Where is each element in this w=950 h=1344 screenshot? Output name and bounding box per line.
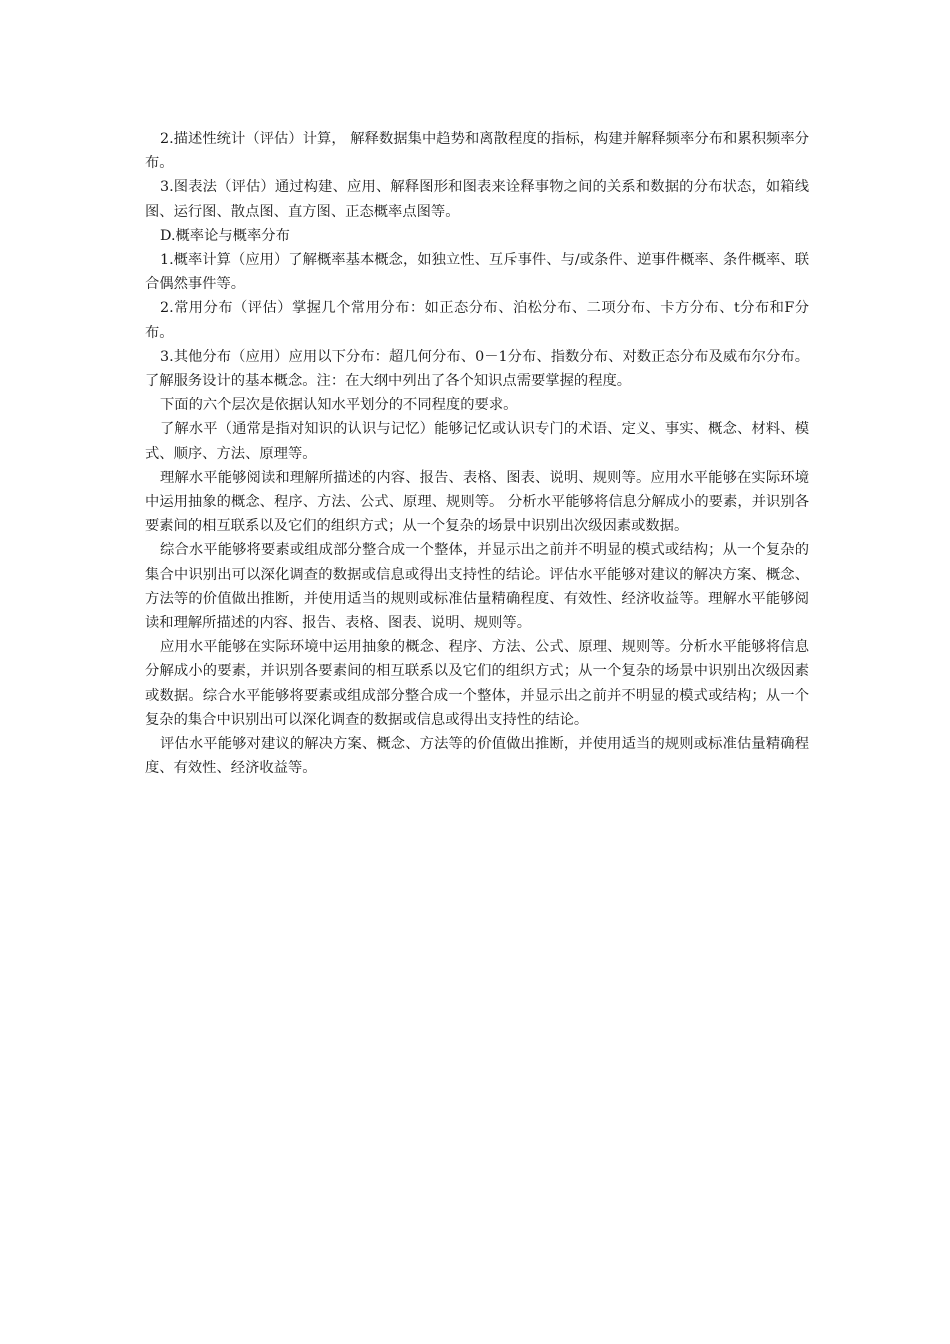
document-page [145,127,809,780]
paragraph-knowledge-level: 了解水平（通常是指对知识的认识与记忆）能够记忆或认识专门的术语、定义、事实、概念、材料、模式、顺序、方法、原理等。 [145,421,809,462]
paragraph-six-levels-intro: 下面的六个层次是依据认知水平划分的不同程度的要求。 [160,397,518,414]
paragraph-graphical-methods: 3.图表法（评估）通过构建、应用、解释图形和图表来诠释事物之间的关系和数据的分布状态，如箱线图、运行图、散点图、直方图、正态概率点图等。 [145,179,809,220]
paragraph-evaluation-level: 评估水平能够对建议的解决方案、概念、方法等的价值做出推断，并使用适当的规则或标准估量精确程度、有效性、经济收益等。 [145,736,809,777]
paragraph-comprehension-level: 理解水平能够阅读和理解所描述的内容、报告、表格、图表、说明、规则等。应用水平能够在实际环境中运用抽象的概念、程序、方法、公式、原理、规则等。 分析水平能够将信息分解成小的要素，并识别各要素间的相互联系以及它们的组织方式；从一个复杂的场景中识别出次级因素或数据。 [145,469,809,535]
paragraph-application-level: 应用水平能够在实际环境中运用抽象的概念、程序、方法、公式、原理、规则等。分析水平能够将信息分解成小的要素，并识别各要素间的相互联系以及它们的组织方式；从一个复杂的场景中识别出次级因素或数据。综合水平能够将要素或组成部分整合成一个整体，并显示出之前并不明显的模式或结构；从一个复杂的集合中识别出可以深化调查的数据或信息或得出支持性的结论。 [145,639,809,728]
paragraph-other-distributions: 3.其他分布（应用）应用以下分布：超几何分布、0－1分布、指数分布、对数正态分布及威布尔分布。了解服务设计的基本概念。注：在大纲中列出了各个知识点需要掌握的程度。 [145,348,809,390]
paragraph-synthesis-level: 综合水平能够将要素或组成部分整合成一个整体，并显示出之前并不明显的模式或结构；从一个复杂的集合中识别出可以深化调查的数据或信息或得出支持性的结论。评估水平能够对建议的解决方案、概念、方法等的价值做出推断，并使用适当的规则或标准估量精确程度、有效性、经济收益等。理解水平能够阅读和理解所描述的内容、报告、表格、图表、说明、规则等。 [145,542,809,632]
paragraph-common-distributions: 2.常用分布（评估）掌握几个常用分布：如正态分布、泊松分布、二项分布、卡方分布、t分布和F分布。 [145,300,809,341]
section-heading-probability: D.概率论与概率分布 [160,227,290,244]
paragraph-probability-calculation: 1.概率计算（应用）了解概率基本概念，如独立性、互斥事件、与/或条件、逆事件概率、条件概率、联合偶然事件等。 [145,252,809,293]
paragraph-descriptive-statistics: 2.描述性统计（评估）计算， 解释数据集中趋势和离散程度的指标，构建并解释频率分布和累积频率分布。 [145,131,809,172]
